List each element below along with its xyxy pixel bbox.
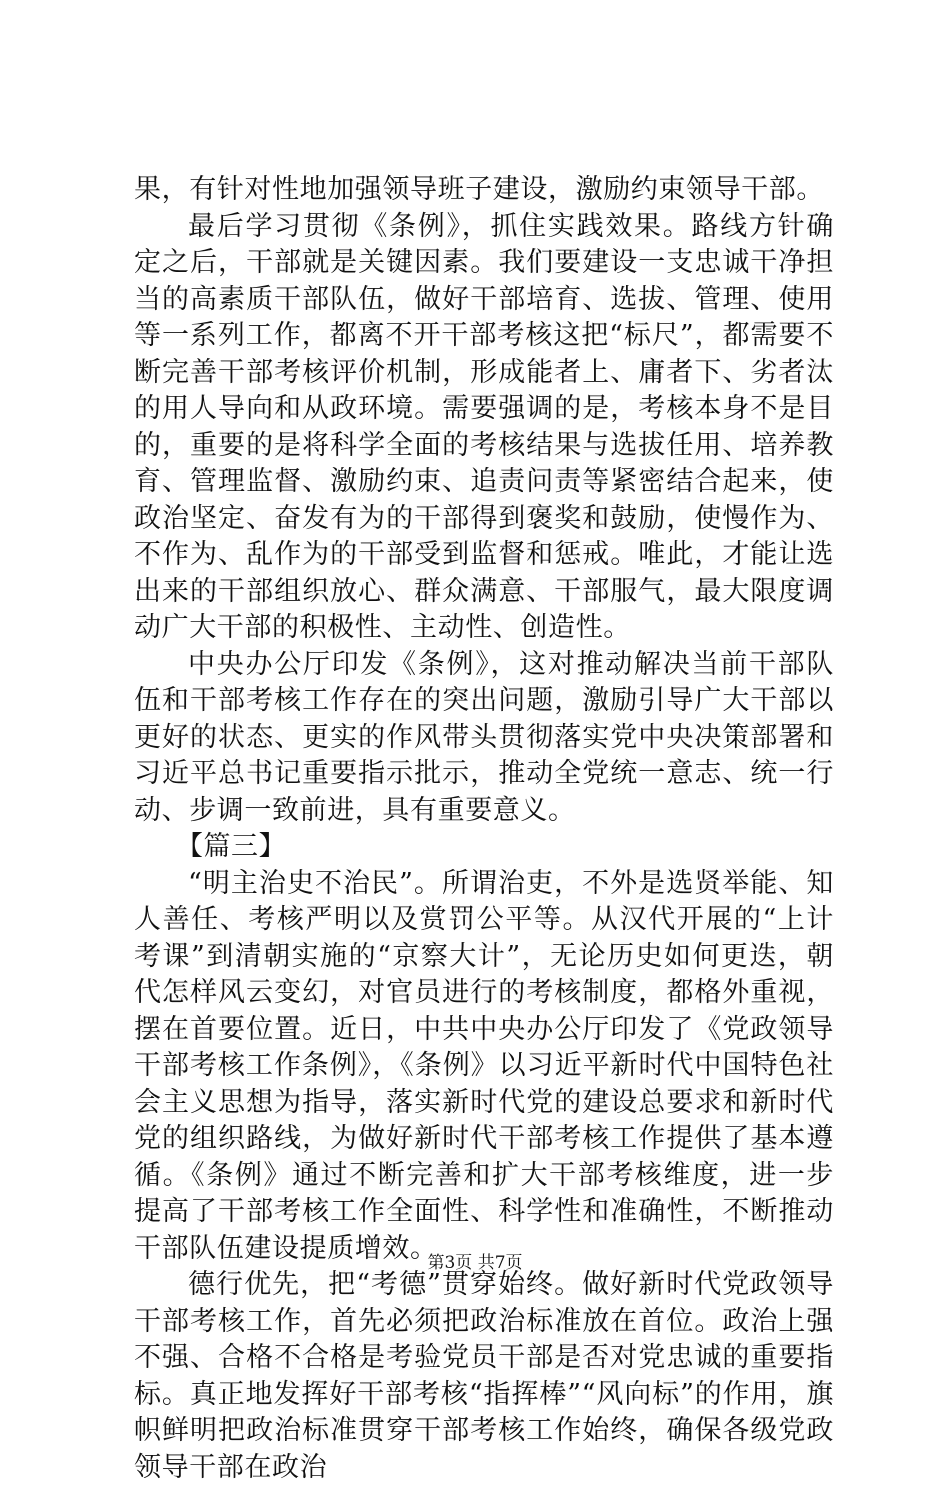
section-heading: 【篇三】 [175,831,287,862]
paragraph: “明主治史不治民”。所谓治吏，不外是选贤举能、知人善任、考核严明以及赏罚公平等。从汉代开展的“上计考课”到清朝实施的“京察大计”，无论历史如何更迭，朝代怎样风云变幻，对官员进行的考核制度，都格外重视，摆在首要位置。近日，中共中央办公厅印发了《党政领导干部考核工作条例》，《条例》以习近平新时代中国特色社会主义思想为指导，落实新时代党的建设总要求和新时代党的组织路线，为做好新时代干部考核工作提供了基本遵循。《条例》通过不断完善和扩大干部考核维度，进一步提高了干部考核工作全面性、科学性和准确性，不断推动干部队伍建设提质增效。 [134,867,834,1264]
paragraph-continuation: 果，有针对性地加强领导班子建设，激励约束领导干部。 [134,174,824,205]
paragraph: 德行优先，把“考德”贯穿始终。做好新时代党政领导干部考核工作，首先必须把政治标准放在首位。政治上强不强、合格不合格是考验党员干部是否对党忠诚的重要指标。真正地发挥好干部考核“指挥棒”“风向标”的作用，旗帜鲜明把政治标准贯穿干部考核工作始终，确保各级党政领导干部在政治 [134,1269,834,1483]
page-footer: 第3页 共7页 [427,1253,523,1273]
paragraph: 中央办公厅印发《条例》，这对推动解决当前干部队伍和干部考核工作存在的突出问题，激励引导广大干部以更好的状态、更实的作风带头贯彻落实党中央决策部署和习近平总书记重要指示批示，推动全党统一意志、统一行动、步调一致前进，具有重要意义。 [134,648,834,826]
paragraph: 最后学习贯彻《条例》，抓住实践效果。路线方针确定之后，干部就是关键因素。我们要建设一支忠诚干净担当的高素质干部队伍，做好干部培育、选拔、管理、使用等一系列工作，都离不开干部考核这把“标尺”，都需要不断完善干部考核评价机制，形成能者上、庸者下、劣者汰的用人导向和从政环境。需要强调的是，考核本身不是目的，重要的是将科学全面的考核结果与选拔任用、培养教育、管理监督、激励约束、追责问责等紧密结合起来，使政治坚定、奋发有为的干部得到褒奖和鼓励，使慢作为、不作为、乱作为的干部受到监督和惩戒。唯此，才能让选出来的干部组织放心、群众满意、干部服气，最大限度调动广大干部的积极性、主动性、创造性。 [134,210,834,643]
document-body [134,172,834,1486]
